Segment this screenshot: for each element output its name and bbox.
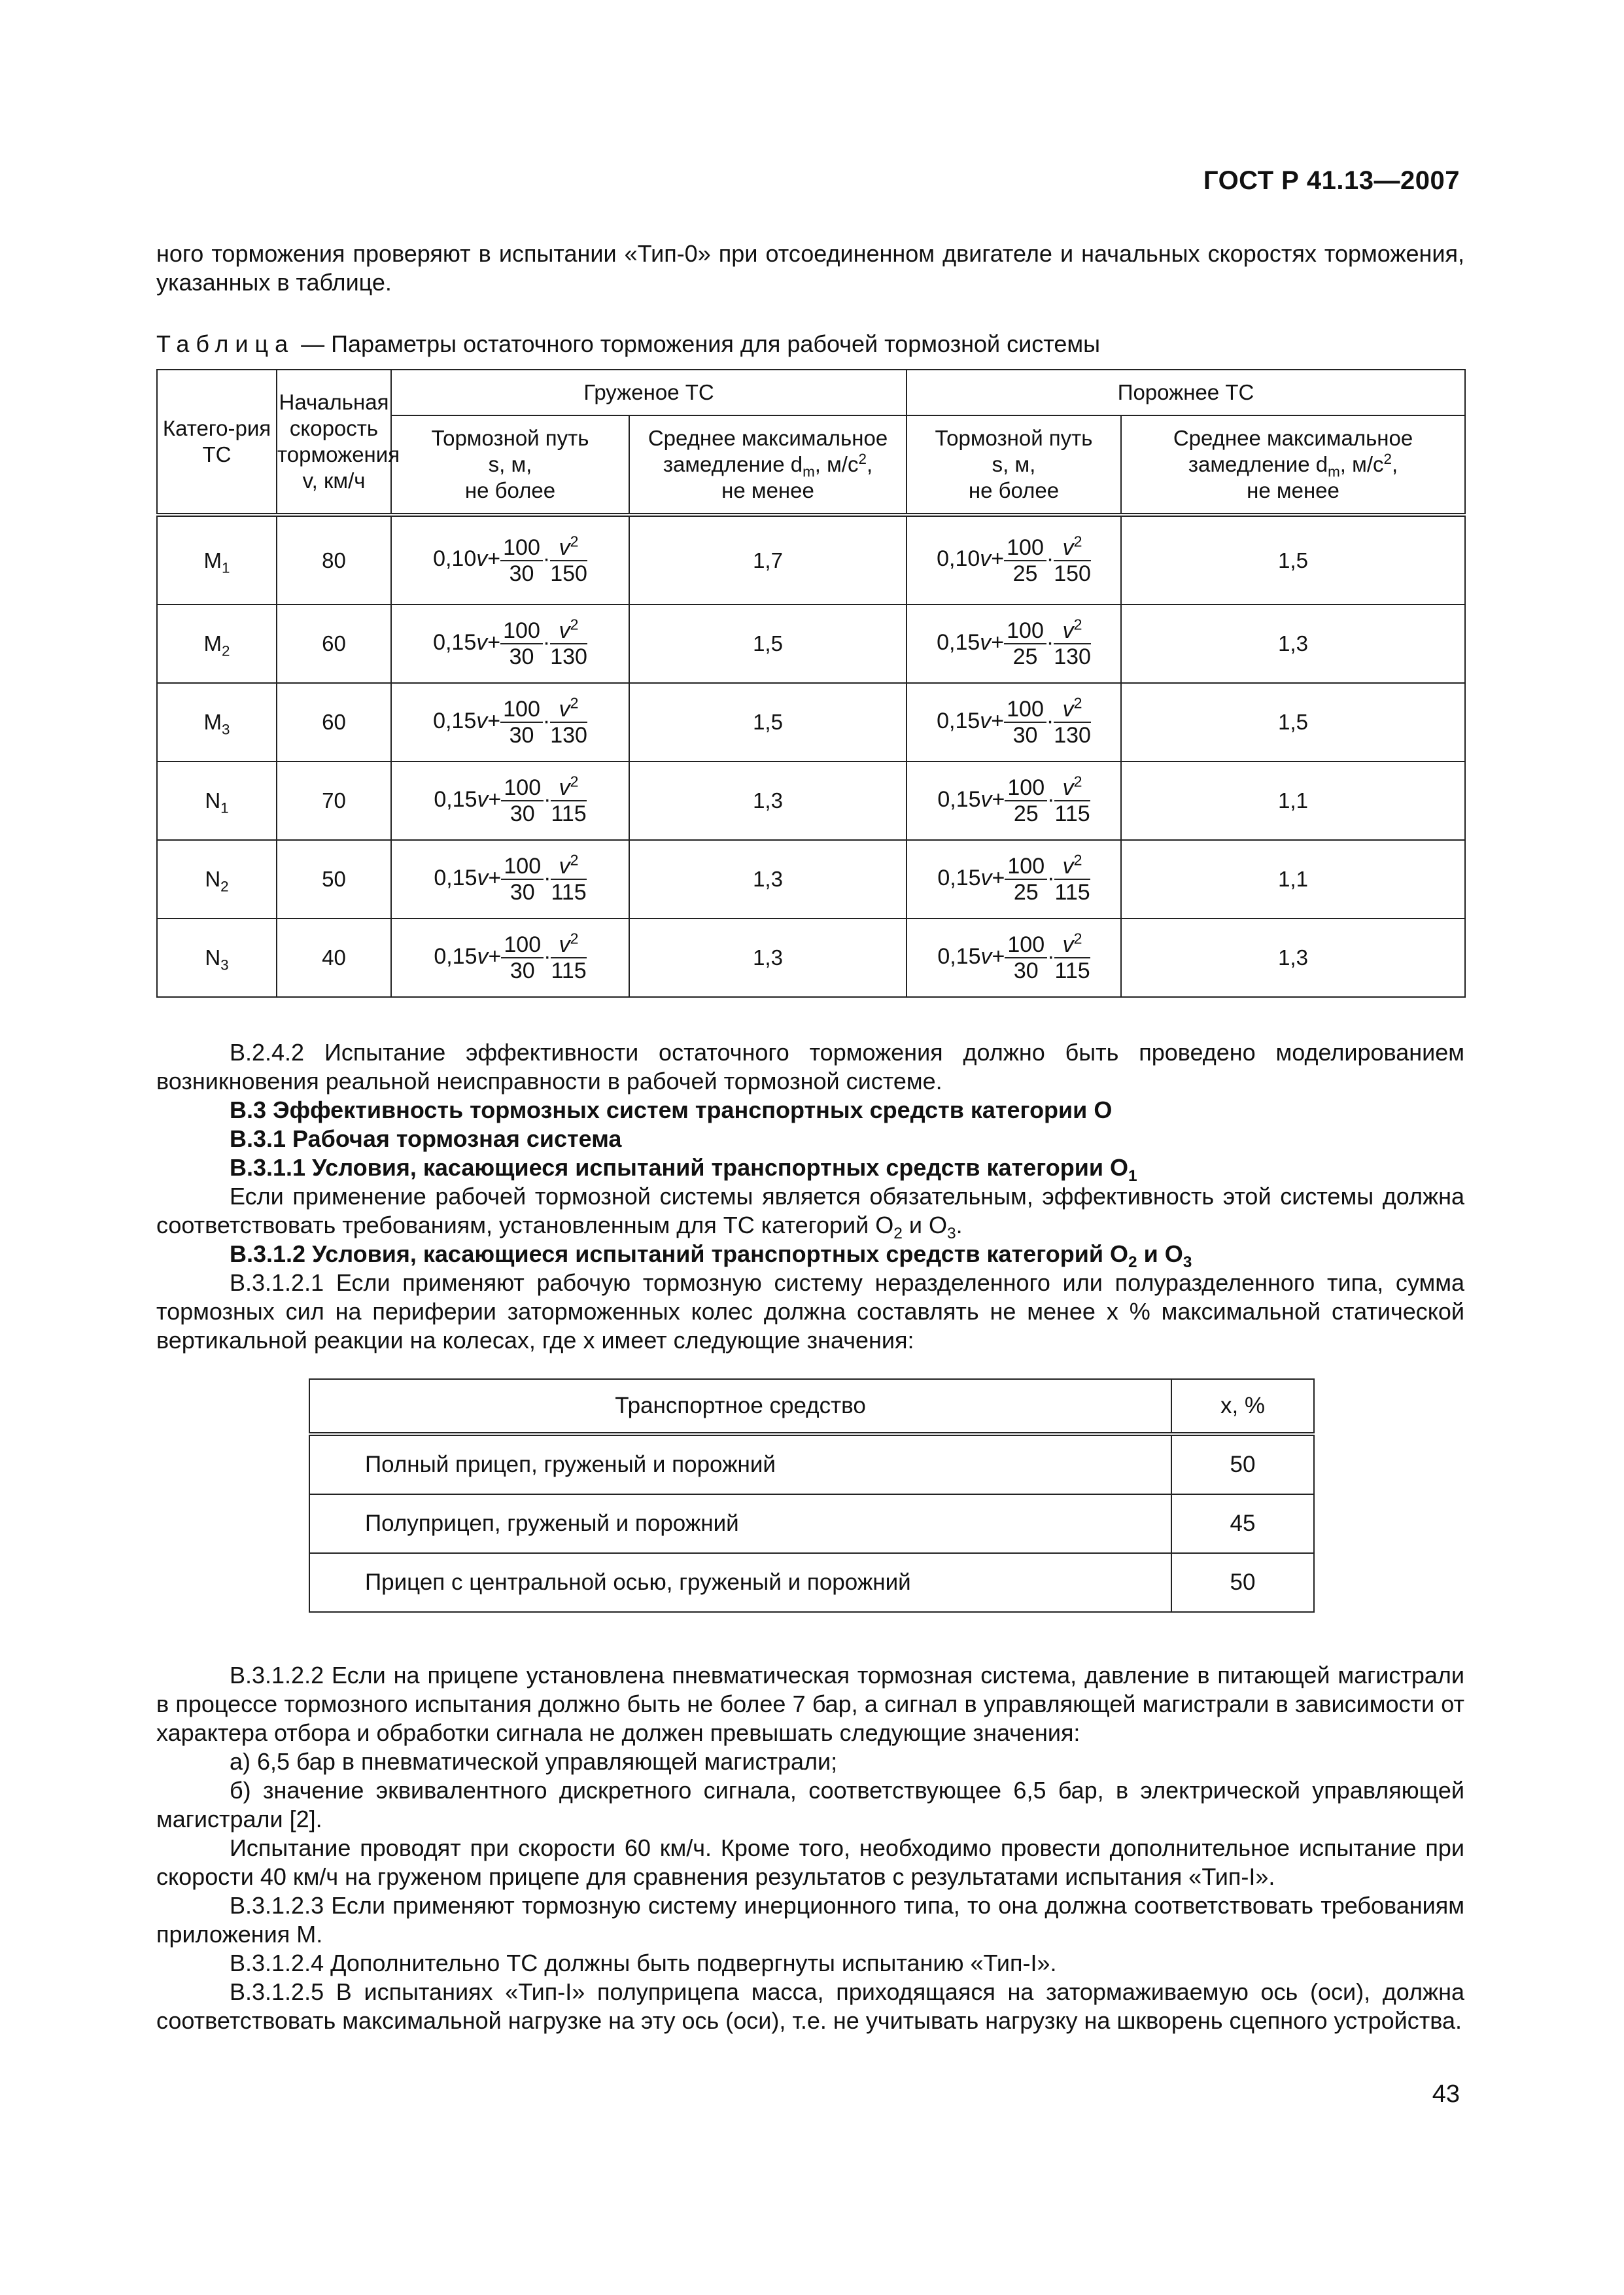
formula-plus: +: [487, 708, 501, 733]
category-cell: [157, 919, 277, 997]
fraction-denominator: 30: [509, 561, 534, 586]
formula-coef: 0,15: [937, 786, 981, 812]
fraction-denominator: 30: [510, 801, 535, 826]
fraction-numerator: 100: [1005, 854, 1047, 880]
fraction-denominator: 30: [510, 880, 535, 905]
formula-dot: ·: [1047, 865, 1055, 890]
distance-formula: [937, 930, 1090, 983]
formula-v: v: [477, 786, 489, 812]
fraction-denominator: 130: [550, 723, 587, 748]
formula-power: 2: [1073, 616, 1082, 633]
formula-coef: 0,15: [434, 865, 477, 890]
formula-fraction: [500, 697, 543, 748]
formula-v: v: [476, 708, 488, 733]
formula-power: 2: [570, 773, 579, 790]
formula-fraction: [500, 618, 543, 669]
fraction-numerator: 100: [1005, 775, 1047, 801]
formula-v: v: [1062, 618, 1074, 643]
heading-b312-sub2: 3: [1183, 1253, 1192, 1272]
p-b311-end: .: [956, 1212, 963, 1238]
formula-fraction: [551, 932, 586, 983]
distance-formula: [937, 533, 1091, 586]
formula-plus: +: [992, 786, 1005, 812]
fraction-numerator: [1054, 618, 1091, 644]
header-distance-line: Тормозной путь: [431, 426, 589, 450]
formula-dot: ·: [544, 943, 551, 969]
distance-formula-cell: [907, 762, 1121, 840]
paragraph-b242: В.2.4.2 Испытание эффективности остаточного торможения должно быть проведено моделированием возникновения реальной неисправности в рабочей тормозной системе.: [156, 1039, 1464, 1095]
t2-header-vehicle: Транспортное средство: [309, 1379, 1171, 1434]
formula-plus: +: [991, 708, 1005, 733]
page-number: 43: [1432, 2080, 1460, 2108]
table-row: [157, 919, 1465, 997]
fraction-denominator: 115: [1054, 801, 1090, 826]
heading-b311-sub: 1: [1128, 1167, 1137, 1185]
formula-dot: ·: [1046, 629, 1054, 655]
formula-v: v: [559, 534, 570, 560]
formula-fraction: [550, 618, 587, 669]
t2-header-x: x, %: [1171, 1379, 1314, 1434]
distance-formula: [434, 773, 587, 826]
fraction-numerator: [1054, 775, 1090, 801]
formula-power: 2: [1073, 533, 1082, 550]
header-speed-line: Начальная: [279, 390, 389, 414]
decel-text: замедление d: [1188, 452, 1328, 476]
formula-fraction: [1004, 618, 1046, 669]
formula-plus: +: [991, 546, 1005, 572]
header-decel-line: [1122, 451, 1464, 478]
formula-fraction: [1005, 775, 1047, 826]
deceleration-cell: 1,1: [1121, 762, 1465, 840]
formula-power: 2: [570, 694, 579, 712]
header-distance-line: Тормозной путь: [935, 426, 1093, 450]
formula-fraction: [1004, 535, 1046, 586]
fraction-numerator: [1054, 932, 1090, 958]
fraction-denominator: 115: [1054, 880, 1090, 905]
fraction-numerator: [1054, 851, 1090, 880]
decel-sup: 2: [858, 451, 867, 467]
formula-fraction: [1004, 697, 1046, 748]
table-row: [157, 604, 1465, 683]
formula-dot: ·: [1047, 943, 1055, 969]
formula-fraction: [501, 775, 544, 826]
fraction-numerator: [551, 932, 586, 958]
category-sub: 1: [222, 559, 230, 576]
decel-unit: , м/с: [814, 452, 859, 476]
fraction-numerator: 100: [501, 932, 544, 958]
formula-power: 2: [1073, 694, 1082, 712]
distance-formula: [433, 533, 587, 586]
distance-formula: [433, 616, 587, 669]
category-cell: [157, 515, 277, 604]
formula-plus: +: [992, 865, 1005, 890]
p-b311-text: Если применение рабочей тормозной системы является обязательным, эффективность этой системы должна соответствовать требованиям, установленным для ТС категорий О: [156, 1183, 1464, 1238]
formula-v: v: [980, 865, 992, 890]
formula-v: v: [477, 865, 489, 890]
formula-v: v: [980, 708, 992, 733]
vehicle-name-cell: Полуприцеп, груженый и порожний: [309, 1494, 1171, 1553]
p-b311-sub2: 3: [946, 1225, 956, 1243]
formula-power: 2: [1073, 930, 1082, 947]
formula-v: v: [980, 629, 992, 655]
table-row: [157, 515, 1465, 604]
formula-plus: +: [487, 629, 501, 655]
fraction-numerator: [551, 851, 586, 880]
category-cell: [157, 762, 277, 840]
category-letter: M: [203, 548, 222, 572]
table-caption: [156, 330, 1464, 359]
intro-paragraph: ного торможения проверяют в испытании «Тип-0» при отсоединенном двигателе и начальных скоростях торможения, указанных в таблице.: [156, 240, 1464, 296]
fraction-denominator: 25: [1012, 644, 1038, 669]
header-speed-line: скорость: [289, 416, 379, 440]
decel-unit: , м/с: [1339, 452, 1384, 476]
formula-power: 2: [570, 930, 579, 947]
header-decel-line: не менее: [721, 478, 814, 502]
deceleration-cell: 1,1: [1121, 840, 1465, 919]
header-speed: [277, 370, 400, 515]
fraction-denominator: 115: [551, 801, 587, 826]
decel-sub: m: [803, 463, 815, 480]
formula-v: v: [559, 932, 570, 957]
paragraph-test: Испытание проводят при скорости 60 км/ч. Кроме того, необходимо провести дополнительное испытание при скорости 40 км/ч на груженом прицепе для сравнения результатов с результатами испытания «Тип-I».: [156, 1834, 1464, 1890]
fraction-denominator: 30: [509, 723, 534, 748]
formula-plus: +: [992, 943, 1005, 969]
distance-formula-cell: [391, 604, 629, 683]
category-letter: M: [203, 631, 222, 656]
header-loaded: Груженое ТС: [391, 370, 907, 415]
category-sub: 3: [220, 956, 229, 973]
formula-fraction: [500, 535, 543, 586]
formula-v: v: [1062, 534, 1074, 560]
formula-v: v: [559, 854, 570, 879]
heading-b311: [156, 1153, 1464, 1185]
distance-formula: [434, 930, 587, 983]
paragraph-b311: [156, 1182, 1464, 1243]
header-decel-line: [630, 451, 906, 478]
fraction-denominator: 25: [1013, 880, 1039, 905]
fraction-denominator: 25: [1013, 801, 1039, 826]
x-value-cell: 50: [1171, 1434, 1314, 1494]
distance-formula-cell: [391, 840, 629, 919]
page-body: [156, 239, 1464, 2035]
formula-power: 2: [570, 533, 579, 550]
header-category: Катего-рия ТС: [157, 370, 277, 515]
category-letter: N: [205, 945, 221, 970]
table-body: [157, 515, 1465, 997]
category-letter: N: [205, 867, 221, 891]
fraction-numerator: [550, 535, 587, 561]
fraction-denominator: 115: [551, 958, 587, 983]
formula-power: 2: [1073, 851, 1082, 869]
formula-coef: 0,15: [937, 629, 980, 655]
formula-fraction: [501, 932, 544, 983]
vehicle-x-table: [309, 1378, 1315, 1613]
formula-coef: 0,15: [937, 708, 980, 733]
header-distance-line: s, м,: [488, 452, 532, 476]
distance-formula: [937, 616, 1091, 669]
table-caption-label: Таблица: [156, 330, 295, 357]
deceleration-cell: 1,3: [629, 919, 907, 997]
formula-dot: ·: [1046, 546, 1054, 572]
distance-formula-cell: [907, 840, 1121, 919]
formula-fraction: [550, 694, 587, 748]
paragraph-b3121: В.3.1.2.1 Если применяют рабочую тормозную систему неразделенного или полуразделенного типа, сумма тормозных сил на периферии заторможенных колес должна составлять не менее x % максимальной статической вертикальной реакции на колесах, где x имеет следующие значения:: [156, 1269, 1464, 1354]
fraction-denominator: 30: [510, 958, 535, 983]
header-distance-line: не более: [464, 478, 556, 502]
formula-power: 2: [570, 616, 579, 633]
fraction-denominator: 150: [550, 561, 587, 586]
fraction-numerator: [550, 694, 587, 723]
category-cell: [157, 604, 277, 683]
fraction-numerator: [550, 618, 587, 644]
fraction-denominator: 115: [1054, 958, 1090, 983]
paragraph-b3125: В.3.1.2.5 В испытаниях «Тип-I» полуприцепа масса, приходящаяся на затормаживаемую ось (оси), должна соответствовать максимальной нагрузке на эту ось (оси), т.е. не учитывать нагрузку на шкворень сцепного устройства.: [156, 1978, 1464, 2034]
category-letter: N: [205, 788, 221, 813]
fraction-numerator: [1054, 694, 1091, 723]
formula-fraction: [1054, 851, 1090, 905]
distance-formula: [937, 694, 1091, 748]
formula-dot: ·: [544, 786, 551, 812]
category-sub: 2: [220, 878, 229, 895]
fraction-numerator: 100: [501, 854, 544, 880]
header-decel-line: не менее: [1247, 478, 1339, 502]
distance-formula-cell: [391, 515, 629, 604]
formula-v: v: [980, 943, 992, 969]
decel-comma: ,: [866, 452, 873, 476]
distance-formula-cell: [391, 683, 629, 762]
header-speed-line: торможения: [277, 442, 400, 466]
header-distance-line: s, м,: [992, 452, 1036, 476]
fraction-denominator: 150: [1054, 561, 1091, 586]
decel-text: замедление d: [663, 452, 803, 476]
distance-formula-cell: [391, 919, 629, 997]
heading-b311-text: В.3.1.1 Условия, касающиеся испытаний транспортных средств категории О: [230, 1154, 1128, 1181]
formula-power: 2: [1073, 773, 1082, 790]
formula-v: v: [559, 697, 570, 722]
formula-coef: 0,15: [937, 865, 981, 890]
formula-dot: ·: [1046, 708, 1054, 733]
deceleration-cell: 1,5: [1121, 683, 1465, 762]
table-caption-text: — Параметры остаточного торможения для рабочей тормозной системы: [294, 330, 1100, 357]
deceleration-cell: 1,3: [1121, 919, 1465, 997]
formula-fraction: [1054, 694, 1091, 748]
formula-fraction: [1005, 854, 1047, 905]
formula-fraction: [501, 854, 544, 905]
p-b311-sub1: 2: [893, 1225, 903, 1243]
header-deceleration: [1121, 415, 1465, 515]
x-value-cell: 50: [1171, 1553, 1314, 1612]
fraction-denominator: 130: [1054, 644, 1091, 669]
formula-v: v: [1062, 775, 1074, 800]
table-row: [309, 1553, 1314, 1612]
distance-formula: [937, 851, 1090, 905]
fraction-denominator: 30: [1012, 723, 1038, 748]
fraction-denominator: 115: [551, 880, 587, 905]
fraction-denominator: 25: [1012, 561, 1038, 586]
formula-coef: 0,15: [937, 943, 981, 969]
document-code: ГОСТ Р 41.13—2007: [1203, 166, 1460, 195]
heading-b312-and: и О: [1137, 1240, 1183, 1267]
distance-formula-cell: [907, 515, 1121, 604]
formula-fraction: [1054, 932, 1090, 983]
speed-cell: 50: [277, 840, 391, 919]
category-cell: [157, 840, 277, 919]
formula-fraction: [1005, 932, 1047, 983]
formula-dot: ·: [542, 546, 551, 572]
deceleration-cell: 1,3: [629, 762, 907, 840]
category-sub: 2: [222, 642, 230, 659]
category-cell: [157, 683, 277, 762]
fraction-denominator: 30: [509, 644, 534, 669]
formula-v: v: [980, 546, 992, 572]
fraction-numerator: 100: [501, 775, 544, 801]
decel-comma: ,: [1391, 452, 1398, 476]
formula-plus: +: [488, 943, 502, 969]
fraction-numerator: [551, 775, 586, 801]
distance-formula-cell: [907, 683, 1121, 762]
speed-cell: 40: [277, 919, 391, 997]
formula-v: v: [559, 618, 570, 643]
formula-fraction: [1054, 775, 1090, 826]
formula-v: v: [1062, 932, 1074, 957]
formula-dot: ·: [542, 629, 551, 655]
formula-dot: ·: [544, 865, 551, 890]
formula-v: v: [476, 629, 488, 655]
formula-coef: 0,15: [434, 786, 477, 812]
fraction-denominator: 130: [550, 644, 587, 669]
formula-v: v: [559, 775, 570, 800]
p-b311-and: и О: [902, 1212, 947, 1238]
distance-formula-cell: [391, 762, 629, 840]
formula-power: 2: [570, 851, 579, 869]
heading-b31: В.3.1 Рабочая тормозная система: [230, 1125, 622, 1152]
header-distance-line: не более: [968, 478, 1060, 502]
category-letter: M: [203, 710, 222, 734]
heading-b312-text: В.3.1.2 Условия, касающиеся испытаний транспортных средств категорий О: [230, 1240, 1128, 1267]
deceleration-cell: 1,7: [629, 515, 907, 604]
speed-cell: 60: [277, 683, 391, 762]
fraction-numerator: 100: [1004, 618, 1046, 644]
header-speed-line: v, км/ч: [302, 468, 366, 493]
x-value-cell: 45: [1171, 1494, 1314, 1553]
fraction-numerator: 100: [1004, 535, 1046, 561]
fraction-numerator: 100: [500, 618, 543, 644]
formula-coef: 0,15: [433, 629, 477, 655]
decel-sup: 2: [1383, 451, 1392, 467]
formula-v: v: [477, 943, 489, 969]
formula-coef: 0,15: [433, 708, 477, 733]
distance-formula: [434, 851, 587, 905]
vehicle-name-cell: Полный прицеп, груженый и порожний: [309, 1434, 1171, 1494]
paragraph-b3122: В.3.1.2.2 Если на прицепе установлена пневматическая тормозная система, давление в питающей магистрали в процессе тормозного испытания должно быть не более 7 бар, а сигнал в управляющей магистрали в зависимости от характера отбора и обработки сигнала не должен превышать следующие значения:: [156, 1662, 1464, 1746]
t2-body: [309, 1434, 1314, 1612]
formula-v: v: [1062, 697, 1074, 722]
deceleration-cell: 1,3: [1121, 604, 1465, 683]
table-row: [157, 683, 1465, 762]
fraction-denominator: 130: [1054, 723, 1091, 748]
header-empty: Порожнее ТС: [907, 370, 1465, 415]
formula-fraction: [551, 775, 586, 826]
residual-braking-table: [156, 369, 1466, 998]
list-item-b: б) значение эквивалентного дискретного сигнала, соответствующее 6,5 бар, в электрической управляющей магистрали [2].: [156, 1777, 1464, 1832]
formula-plus: +: [488, 865, 502, 890]
formula-fraction: [551, 851, 587, 905]
table-row: [157, 762, 1465, 840]
speed-cell: 60: [277, 604, 391, 683]
formula-coef: 0,10: [433, 546, 477, 572]
header-decel-line: Среднее максимальное: [1173, 426, 1413, 450]
distance-formula: [937, 773, 1090, 826]
category-sub: 1: [220, 799, 229, 816]
formula-v: v: [476, 546, 488, 572]
paragraph-b3124: В.3.1.2.4 Дополнительно ТС должны быть подвергнуты испытанию «Тип-I».: [230, 1950, 1057, 1976]
fraction-numerator: 100: [500, 535, 543, 561]
category-sub: 3: [222, 721, 230, 738]
formula-plus: +: [487, 546, 501, 572]
distance-formula: [433, 694, 587, 748]
heading-b3: В.3 Эффективность тормозных систем транспортных средств категории О: [230, 1096, 1113, 1123]
formula-dot: ·: [1047, 786, 1055, 812]
formula-v: v: [1062, 854, 1074, 879]
fraction-numerator: [1054, 535, 1091, 561]
deceleration-cell: 1,5: [1121, 515, 1465, 604]
formula-fraction: [1054, 618, 1091, 669]
fraction-numerator: 100: [500, 697, 543, 723]
list-item-a: а) 6,5 бар в пневматической управляющей магистрали;: [230, 1748, 838, 1775]
formula-fraction: [1054, 535, 1091, 586]
formula-fraction: [550, 535, 587, 586]
vehicle-name-cell: Прицеп с центральной осью, груженый и порожний: [309, 1553, 1171, 1612]
fraction-numerator: 100: [1005, 932, 1047, 958]
table-row: [309, 1434, 1314, 1494]
distance-formula-cell: [907, 604, 1121, 683]
header-deceleration: [629, 415, 907, 515]
header-distance: [391, 415, 629, 515]
fraction-numerator: 100: [1004, 697, 1046, 723]
table-row: [157, 840, 1465, 919]
deceleration-cell: 1,3: [629, 840, 907, 919]
formula-plus: +: [991, 629, 1005, 655]
fraction-denominator: 30: [1013, 958, 1039, 983]
distance-formula-cell: [907, 919, 1121, 997]
header-decel-line: Среднее максимальное: [648, 426, 888, 450]
heading-b312-sub1: 2: [1128, 1253, 1137, 1272]
deceleration-cell: 1,5: [629, 604, 907, 683]
speed-cell: 80: [277, 515, 391, 604]
paragraph-b3123: В.3.1.2.3 Если применяют тормозную систему инерционного типа, то она должна соответствовать требованиям приложения М.: [156, 1892, 1464, 1948]
deceleration-cell: 1,5: [629, 683, 907, 762]
heading-b312: [156, 1240, 1464, 1272]
formula-plus: +: [488, 786, 502, 812]
formula-dot: ·: [542, 708, 551, 733]
formula-coef: 0,10: [937, 546, 980, 572]
table-row: [309, 1494, 1314, 1553]
header-distance: [907, 415, 1121, 515]
formula-coef: 0,15: [434, 943, 477, 969]
speed-cell: 70: [277, 762, 391, 840]
formula-v: v: [980, 786, 992, 812]
decel-sub: m: [1328, 463, 1340, 480]
